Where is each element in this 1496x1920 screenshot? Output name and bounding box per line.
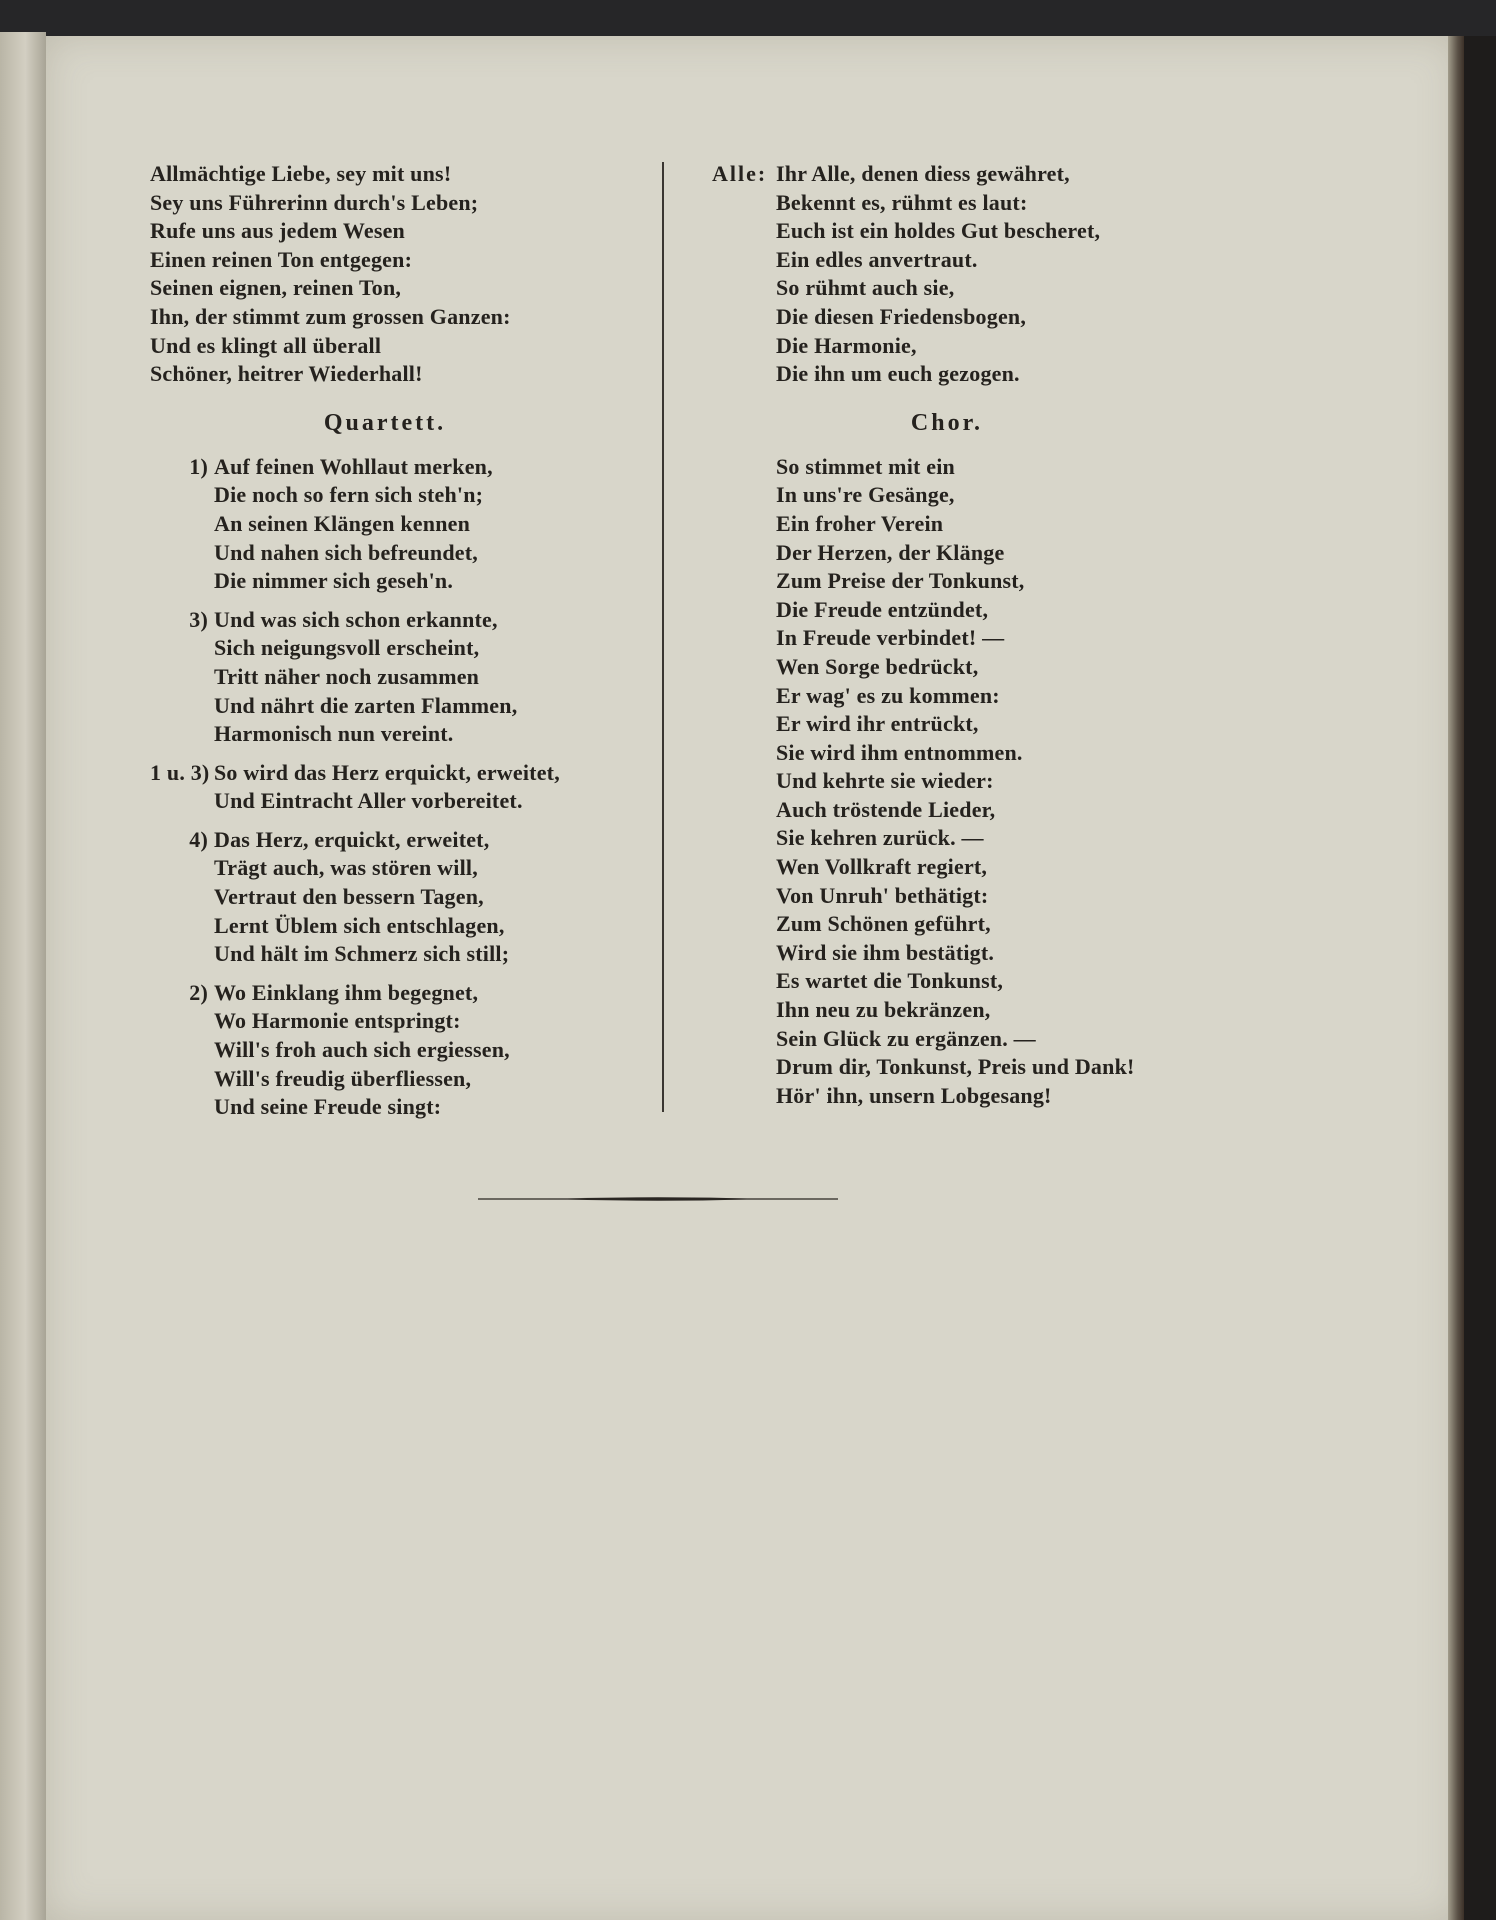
verse-line: Die Freude entzündet,: [776, 596, 989, 622]
left-column: [150, 160, 650, 1132]
verse-line: Euch ist ein holdes Gut bescheret,: [776, 218, 1101, 244]
verse-line: Rufe uns aus jedem Wesen: [150, 218, 405, 244]
alle-label: Alle:: [712, 161, 768, 186]
verse-line: So stimmet mit ein: [776, 453, 955, 479]
verse-line: Allmächtige Liebe, sey mit uns!: [150, 161, 452, 186]
stanza-number: 3): [189, 606, 208, 632]
verse-line: Wen Vollkraft regiert,: [776, 854, 988, 880]
verse-line: Er wird ihr entrückt,: [776, 711, 979, 737]
verse-line: Bekennt es, rühmt es laut:: [776, 189, 1028, 215]
verse-line: Auf feinen Wohllaut merken,: [214, 453, 493, 479]
verse-line: Und nährt die zarten Flammen,: [214, 692, 518, 718]
stanza-number: 1): [189, 453, 208, 479]
verse-line: Ihn, der stimmt zum grossen Ganzen:: [150, 303, 511, 329]
verse-line: Die ihn um euch gezogen.: [776, 361, 1020, 387]
chor-heading: Chor.: [910, 409, 984, 436]
verse-line: Zum Preise der Tonkunst,: [776, 568, 1025, 594]
quartett-stanza-1: [150, 453, 650, 596]
verse-line: Sein Glück zu ergänzen. —: [776, 1025, 1036, 1051]
verse-line: Der Herzen, der Klänge: [776, 539, 1005, 565]
verse-line: Ihn neu zu bekränzen,: [776, 997, 991, 1023]
stanza-number: 4): [189, 826, 208, 852]
verse-line: Hör' ihn, unsern Lobgesang!: [776, 1082, 1052, 1108]
book-cover-edge: [1464, 36, 1496, 1920]
verse-line: Sich neigungsvoll erscheint,: [214, 635, 480, 661]
verse-line: Ihr Alle, denen diess gewähret,: [776, 161, 1070, 186]
verse-line: Und Eintracht Aller vorbereitet.: [214, 788, 523, 814]
page-fore-edge: [1448, 36, 1464, 1920]
verse-line: Wo Harmonie entspringt:: [214, 1008, 461, 1034]
verse-line: Will's froh auch sich ergiessen,: [214, 1037, 510, 1063]
quartett-stanza-1-and-3: [150, 759, 650, 816]
alle-verse: [712, 160, 1232, 389]
verse-line: Die nimmer sich geseh'n.: [214, 568, 454, 594]
verse-line: Und es klingt all überall: [150, 332, 382, 358]
verse-line: Wen Sorge bedrückt,: [776, 653, 979, 679]
verse-line: Von Unruh' bethätigt:: [776, 882, 989, 908]
chor-verse: [712, 453, 1232, 1111]
verse-line: Und nahen sich befreundet,: [214, 539, 478, 565]
verse-line: Wird sie ihm bestätigt.: [776, 939, 995, 965]
verse-line: Sie wird ihm entnommen.: [776, 739, 1023, 765]
quartett-heading: Quartett.: [323, 409, 447, 436]
quartett-stanza-4: [150, 826, 650, 969]
verse-line: Schöner, heitrer Wiederhall!: [150, 361, 423, 387]
verse-line: Die diesen Friedensbogen,: [776, 303, 1027, 329]
verse-line: An seinen Klängen kennen: [214, 510, 471, 536]
end-ornament-rule: [478, 1196, 838, 1202]
verse-line: So rühmt auch sie,: [776, 275, 955, 301]
verse-line: Ein froher Verein: [776, 510, 944, 536]
verse-line: Lernt Üblem sich entschlagen,: [214, 912, 505, 938]
verse-line: Einen reinen Ton entgegen:: [150, 246, 413, 272]
verse-line: Ein edles anvertraut.: [776, 246, 978, 272]
verse-line: Tritt näher noch zusammen: [214, 663, 480, 689]
intro-verse: [150, 160, 650, 389]
verse-line: So wird das Herz erquickt, erweitet,: [214, 759, 560, 785]
quartett-stanza-2: [150, 979, 650, 1122]
column-divider: [662, 162, 664, 1112]
verse-line: Das Herz, erquickt, erweitet,: [214, 826, 490, 852]
verse-line: In Freude verbindet! —: [776, 625, 1005, 651]
previous-page-edge: [0, 32, 46, 1920]
verse-line: Auch tröstende Lieder,: [776, 796, 996, 822]
verse-line: Trägt auch, was stören will,: [214, 855, 478, 881]
verse-line: Die noch so fern sich steh'n;: [214, 482, 484, 508]
verse-line: Sey uns Führerinn durch's Leben;: [150, 189, 479, 215]
verse-line: Zum Schönen geführt,: [776, 911, 991, 937]
verse-line: Er wag' es zu kommen:: [776, 682, 1000, 708]
verse-line: Es wartet die Tonkunst,: [776, 968, 1004, 994]
verse-line: Drum dir, Tonkunst, Preis und Dank!: [776, 1054, 1135, 1080]
verse-line: Die Harmonie,: [776, 332, 917, 358]
verse-line: Harmonisch nun vereint.: [214, 721, 454, 747]
stanza-number: 2): [189, 979, 208, 1005]
quartett-stanza-3: [150, 606, 650, 749]
verse-line: Und seine Freude singt:: [214, 1094, 442, 1120]
verse-line: Will's freudig überfliessen,: [214, 1065, 472, 1091]
verse-line: Seinen eignen, reinen Ton,: [150, 275, 402, 301]
verse-line: Sie kehren zurück. —: [776, 825, 984, 851]
stanza-number: 1 u. 3): [150, 759, 210, 785]
verse-line: Vertraut den bessern Tagen,: [214, 884, 484, 910]
verse-line: Und hält im Schmerz sich still;: [214, 941, 510, 967]
verse-line: Und was sich schon erkannte,: [214, 606, 498, 632]
right-column: [712, 160, 1232, 1110]
verse-line: In uns're Gesänge,: [776, 482, 955, 508]
verse-line: Wo Einklang ihm begegnet,: [214, 979, 479, 1005]
verse-line: Und kehrte sie wieder:: [776, 768, 994, 794]
